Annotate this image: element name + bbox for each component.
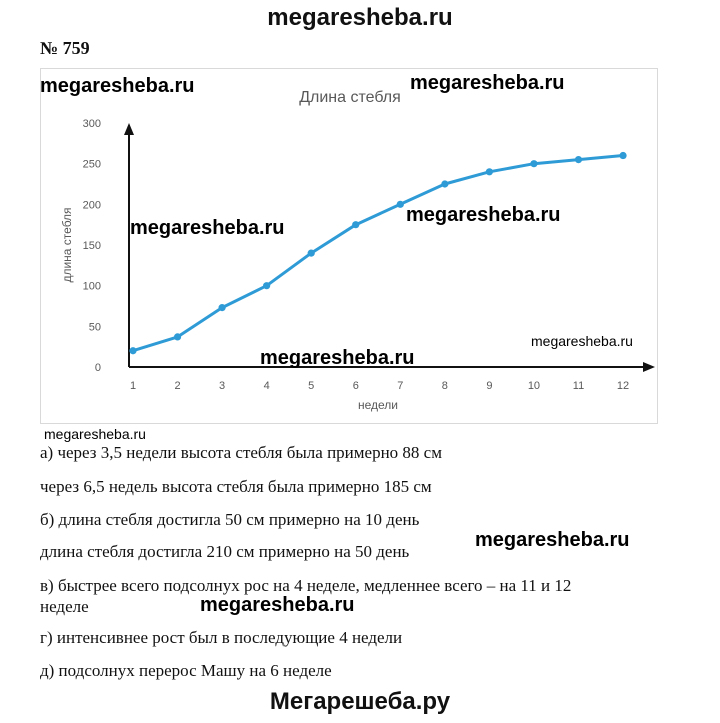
- data-point: [441, 180, 448, 187]
- data-point: [397, 201, 404, 208]
- x-tick-label: 10: [527, 380, 541, 392]
- data-point: [575, 156, 582, 163]
- data-point: [352, 221, 359, 228]
- y-tick-labels: [83, 118, 101, 374]
- data-point: [308, 250, 315, 257]
- watermark: megaresheba.ru: [260, 347, 415, 369]
- x-tick-labels: [130, 380, 629, 392]
- y-tick-label: 100: [82, 280, 101, 293]
- x-tick-label: 1: [129, 380, 137, 392]
- site-footer: Мегарешеба.ру: [269, 688, 451, 715]
- watermark: megaresheba.ru: [40, 75, 195, 97]
- answer-b-line2: длина стебля достигла 210 см примерно на 50 день: [40, 542, 410, 561]
- answer-b-line1: б) длина стебля достигла 50 см примерно на 10 день: [40, 510, 420, 529]
- data-point: [219, 304, 226, 311]
- x-tick-label: 12: [616, 380, 630, 392]
- y-axis-label: длина стебля: [60, 207, 74, 283]
- x-tick-label: 3: [219, 380, 226, 392]
- y-tick-label: 300: [82, 118, 101, 130]
- problem-number: № 759: [40, 38, 90, 58]
- stem-length-chart: [41, 69, 659, 425]
- x-tick-label: 5: [308, 380, 315, 392]
- answer-d-line1: г) интенсивнее рост был в последующие 4 недели: [40, 628, 403, 647]
- data-point: [619, 152, 626, 159]
- y-tick-label: 200: [82, 199, 101, 212]
- y-axis-arrow: [124, 123, 134, 135]
- x-axis-label: недели: [357, 398, 399, 412]
- x-tick-label: 7: [397, 380, 404, 392]
- x-tick-label: 6: [352, 380, 359, 392]
- x-tick-label: 8: [441, 380, 448, 392]
- answer-a-line1: а) через 3,5 недели высота стебля была примерно 88 см: [40, 443, 442, 462]
- x-tick-label: 2: [174, 380, 181, 392]
- x-axis-arrow: [643, 362, 655, 372]
- watermark: megaresheba.ru: [475, 529, 630, 551]
- answer-e-line1: д) подсолнух перерос Машу на 6 неделе: [40, 661, 332, 680]
- answer-c-line2: неделе: [40, 597, 89, 616]
- series-points: [129, 152, 626, 354]
- data-point: [263, 282, 270, 289]
- y-tick-label: 150: [82, 240, 101, 252]
- x-tick-label: 9: [486, 380, 493, 392]
- watermark: megaresheba.ru: [44, 426, 146, 442]
- chart-frame: [40, 68, 658, 424]
- watermark: megaresheba.ru: [130, 217, 285, 239]
- watermark: megaresheba.ru: [531, 333, 633, 349]
- y-tick-label: 0: [94, 362, 101, 374]
- answer-a-line2: через 6,5 недель высота стебля была примерно 185 см: [40, 477, 432, 496]
- chart-title: Длина стебля: [299, 89, 401, 106]
- data-point: [174, 333, 181, 340]
- y-tick-label: 250: [82, 158, 101, 171]
- watermark: megaresheba.ru: [406, 204, 561, 226]
- watermark: megaresheba.ru: [410, 72, 565, 94]
- data-point: [486, 168, 493, 175]
- y-tick-label: 50: [88, 321, 101, 334]
- site-header: megaresheba.ru: [267, 4, 453, 31]
- x-tick-label: 4: [263, 380, 270, 392]
- x-tick-label: 11: [572, 380, 585, 392]
- answer-c-line1: в) быстрее всего подсолнух рос на 4 неделе, медленнее всего – на 11 и 12: [40, 576, 572, 595]
- series-line: [133, 156, 623, 351]
- watermark: megaresheba.ru: [200, 594, 355, 616]
- data-point: [530, 160, 537, 167]
- data-point: [129, 347, 136, 354]
